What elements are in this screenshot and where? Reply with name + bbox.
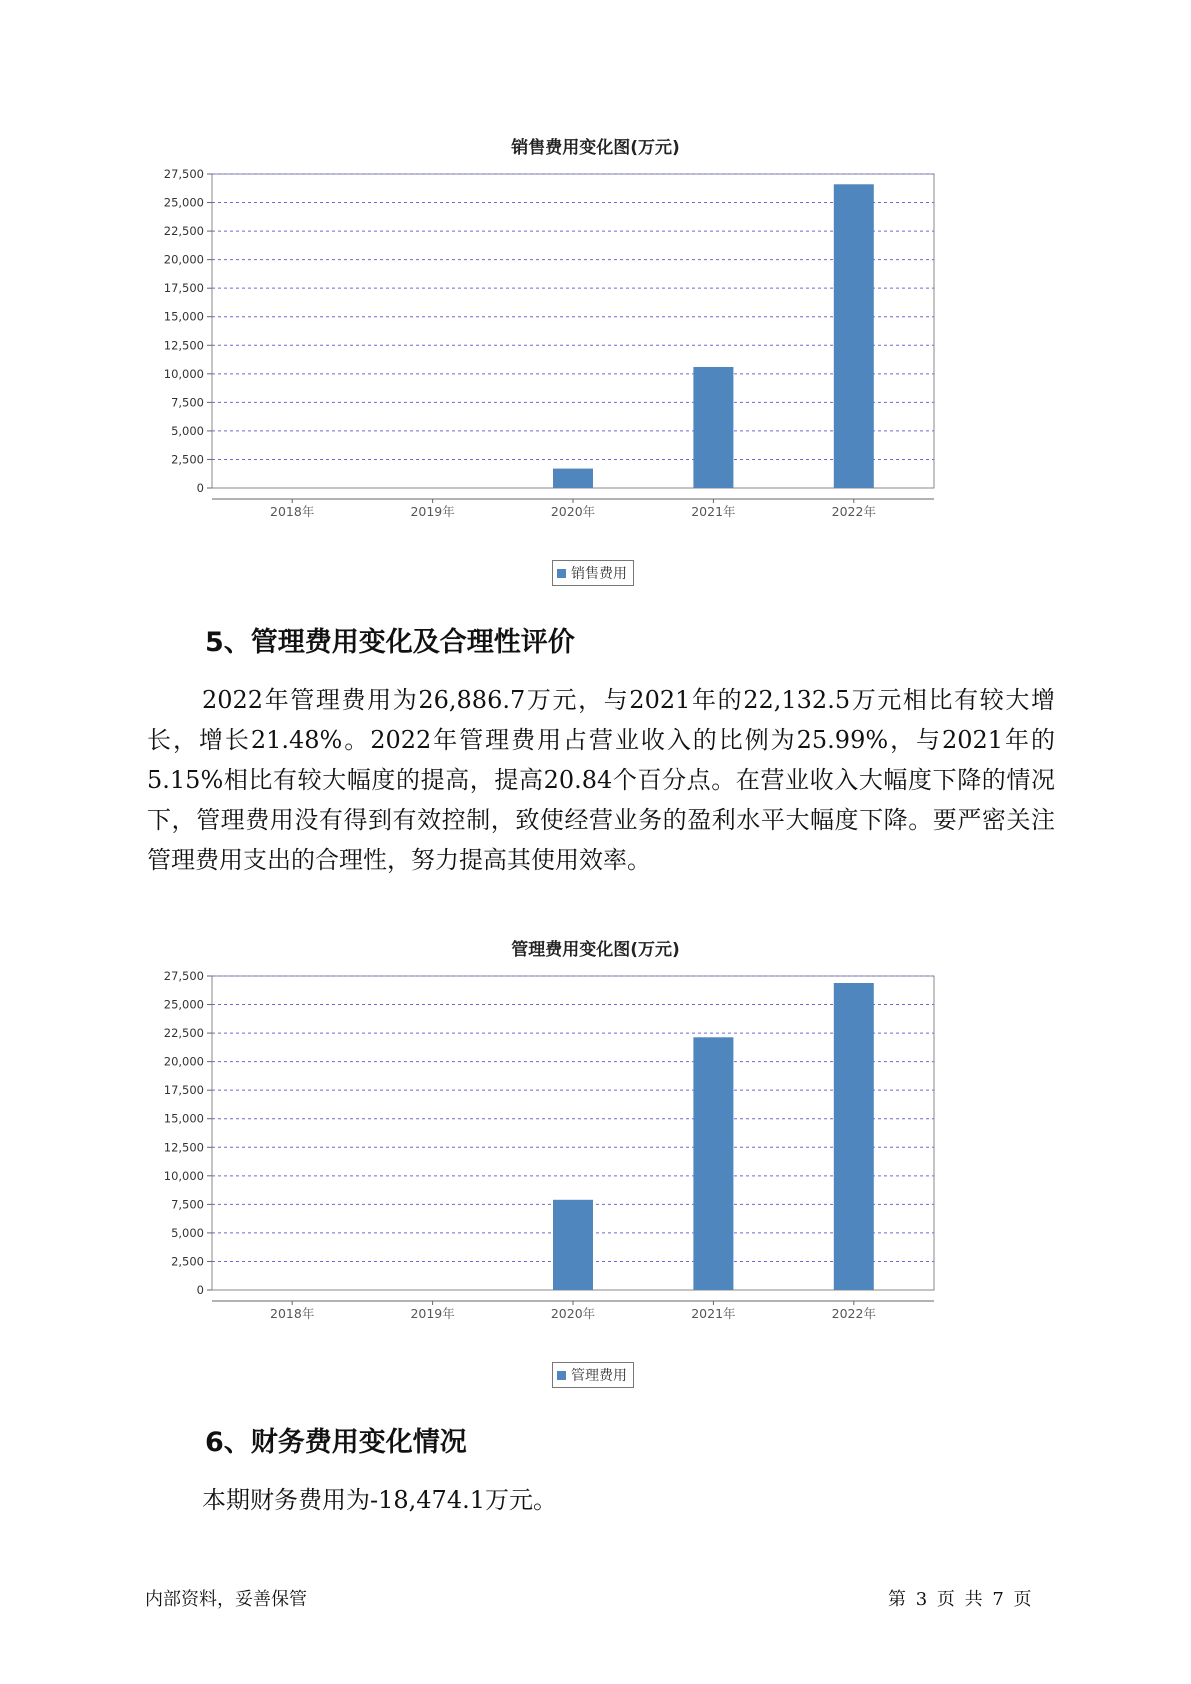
chart2-x-tick-label: 2020年 bbox=[550, 1306, 596, 1321]
chart1-x-tick-label: 2019年 bbox=[410, 504, 455, 519]
chart1-legend bbox=[552, 560, 634, 586]
chart1-title: 销售费用变化图(万元) bbox=[511, 138, 680, 158]
chart2-legend-label: 管理费用 bbox=[571, 1368, 627, 1384]
chart2-y-tick-label: 7,500 bbox=[171, 1197, 204, 1212]
chart2-bar-2021年 bbox=[693, 1037, 733, 1290]
chart1-y-tick-label: 12,500 bbox=[163, 338, 204, 353]
chart2-x-tick-label: 2021年 bbox=[691, 1306, 736, 1321]
section6-heading: 6、财务费用变化情况 bbox=[205, 1427, 467, 1458]
chart1-y-tick-label: 5,000 bbox=[171, 423, 204, 438]
chart1-y-tick-label: 22,500 bbox=[163, 224, 204, 239]
footer-confidential: 内部资料，妥善保管 bbox=[145, 1589, 307, 1610]
chart1-y-tick-label: 15,000 bbox=[163, 309, 204, 324]
chart1-y-tick-label: 10,000 bbox=[163, 366, 204, 381]
chart2-legend bbox=[552, 1362, 634, 1388]
chart1-x-tick-label: 2021年 bbox=[691, 504, 736, 519]
chart1-y-tick-label: 0 bbox=[196, 481, 204, 495]
chart2-y-tick-label: 2,500 bbox=[171, 1254, 204, 1269]
legend-swatch bbox=[557, 1371, 566, 1380]
section6-paragraph: 本期财务费用为-18,474.1万元。 bbox=[202, 1486, 557, 1514]
sales-expense-chart bbox=[150, 160, 1020, 560]
chart2-y-tick-label: 25,000 bbox=[163, 997, 204, 1012]
chart2-y-tick-label: 10,000 bbox=[163, 1168, 204, 1183]
chart2-x-tick-label: 2019年 bbox=[410, 1306, 455, 1321]
admin-expense-chart bbox=[150, 962, 1020, 1362]
chart2-y-tick-label: 17,500 bbox=[163, 1083, 204, 1098]
chart1-x-tick-label: 2018年 bbox=[270, 504, 315, 519]
chart2-y-tick-label: 22,500 bbox=[163, 1026, 204, 1041]
section5-heading: 5、管理费用变化及合理性评价 bbox=[205, 627, 575, 658]
chart2-y-tick-label: 15,000 bbox=[163, 1111, 204, 1126]
chart1-bar-2020年 bbox=[553, 469, 593, 488]
section5-paragraph: 2022年管理费用为26,886.7万元，与2021年的22,132.5万元相比有较大增长，增长21.48%。2022年管理费用占营业收入的比例为25.99%，与2021年的5.15%相比有较大幅度的提高，提高20.84个百分点。在营业收入大幅度下降的情况下，管理费用没有得到有效控制，致使经营业务的盈利水平大幅度下降。要严密关注管理费用支出的合理性，努力提高其使用效率。 bbox=[147, 686, 1055, 874]
chart1-y-tick-label: 20,000 bbox=[163, 252, 204, 267]
chart1-x-tick-label: 2020年 bbox=[550, 504, 596, 519]
chart2-x-tick-label: 2018年 bbox=[270, 1306, 315, 1321]
chart2-bar-2022年 bbox=[834, 983, 874, 1290]
chart1-y-tick-label: 2,500 bbox=[171, 452, 204, 467]
footer-page-number: 第 3 页 共 7 页 bbox=[888, 1589, 1032, 1610]
chart2-y-tick-label: 20,000 bbox=[163, 1054, 204, 1069]
chart1-x-tick-label: 2022年 bbox=[831, 504, 876, 519]
chart1-legend-label: 销售费用 bbox=[571, 566, 627, 582]
chart1-bar-2022年 bbox=[834, 184, 874, 488]
chart2-title: 管理费用变化图(万元) bbox=[511, 940, 680, 960]
chart1-y-tick-label: 25,000 bbox=[163, 195, 204, 210]
chart2-y-tick-label: 12,500 bbox=[163, 1140, 204, 1155]
chart1-y-tick-label: 27,500 bbox=[163, 167, 204, 181]
chart1-y-tick-label: 7,500 bbox=[171, 395, 204, 410]
chart1-plot-area bbox=[212, 174, 934, 488]
chart2-bar-2020年 bbox=[553, 1200, 593, 1290]
chart1-bar-2021年 bbox=[693, 367, 733, 488]
chart2-y-tick-label: 27,500 bbox=[163, 969, 204, 983]
chart2-y-tick-label: 5,000 bbox=[171, 1225, 204, 1240]
chart2-y-tick-label: 0 bbox=[196, 1283, 204, 1297]
chart1-y-tick-label: 17,500 bbox=[163, 281, 204, 296]
legend-swatch bbox=[557, 569, 566, 578]
chart2-x-tick-label: 2022年 bbox=[831, 1306, 876, 1321]
